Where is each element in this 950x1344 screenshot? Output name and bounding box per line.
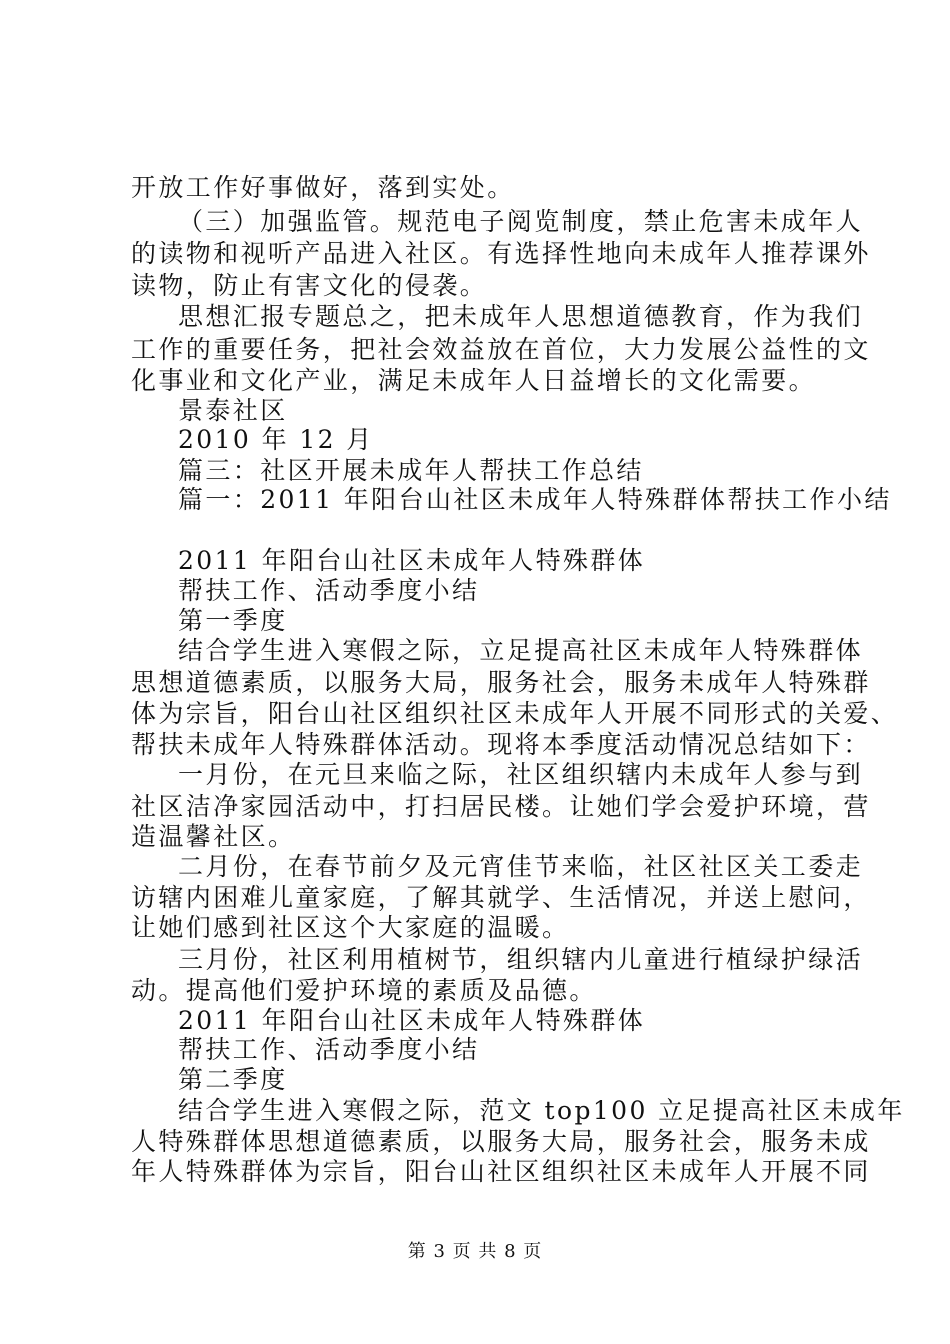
section-heading: 篇一：2011 年阳台山社区未成年人特殊群体帮扶工作小结 (178, 485, 892, 514)
text-line: 化事业和文化产业，满足未成年人日益增长的文化需要。 (131, 366, 817, 395)
text-line: 一月份，在元旦来临之际，社区组织辖内未成年人参与到 (178, 760, 864, 789)
text-line: 结合学生进入寒假之际，立足提高社区未成年人特殊群体 (178, 636, 864, 665)
text-line: 读物，防止有害文化的侵袭。 (131, 271, 488, 300)
text-line: 帮扶未成年人特殊群体活动。现将本季度活动情况总结如下： (131, 730, 871, 759)
quarter-heading: 第一季度 (178, 606, 288, 635)
text-line: 年人特殊群体为宗旨，阳台山社区组织社区未成年人开展不同 (131, 1157, 871, 1186)
page-number-footer: 第 3 页 共 8 页 (407, 1241, 543, 1262)
quarter-heading: 第二季度 (178, 1065, 288, 1094)
text-line: 开放工作好事做好，落到实处。 (131, 173, 515, 202)
text-line: 思想道德素质，以服务大局，服务社会，服务未成年人特殊群 (131, 668, 871, 697)
signature-date: 2010 年 12 月 (178, 425, 374, 454)
text-line: 人特殊群体思想道德素质，以服务大局，服务社会，服务未成 (131, 1127, 871, 1156)
report-subtitle: 帮扶工作、活动季度小结 (178, 1035, 480, 1064)
text-line: 工作的重要任务，把社会效益放在首位，大力发展公益性的文 (131, 335, 871, 364)
report-title: 2011 年阳台山社区未成年人特殊群体 (178, 1006, 646, 1035)
text-line: 二月份，在春节前夕及元宵佳节来临，社区社区关工委走 (178, 852, 864, 881)
report-title: 2011 年阳台山社区未成年人特殊群体 (178, 546, 646, 575)
text-line: 体为宗旨，阳台山社区组织社区未成年人开展不同形式的关爱、 (131, 699, 899, 728)
text-line: 结合学生进入寒假之际，范文 top100 立足提高社区未成年 (178, 1096, 905, 1125)
text-line: 访辖内困难儿童家庭，了解其就学、生活情况，并送上慰问， (131, 883, 871, 912)
text-line: （三）加强监管。规范电子阅览制度，禁止危害未成年人 (178, 207, 864, 236)
text-line: 动。提高他们爱护环境的素质及品德。 (131, 976, 597, 1005)
text-line: 让她们感到社区这个大家庭的温暖。 (131, 913, 570, 942)
text-line: 思想汇报专题总之，把未成年人思想道德教育，作为我们 (178, 302, 864, 331)
section-heading: 篇三：社区开展未成年人帮扶工作总结 (178, 456, 644, 485)
text-line: 三月份，社区利用植树节，组织辖内儿童进行植绿护绿活 (178, 945, 864, 974)
report-subtitle: 帮扶工作、活动季度小结 (178, 576, 480, 605)
text-line: 社区洁净家园活动中，打扫居民楼。让她们学会爱护环境，营 (131, 792, 871, 821)
text-line: 的读物和视听产品进入社区。有选择性地向未成年人推荐课外 (131, 239, 871, 268)
signature-organization: 景泰社区 (178, 396, 288, 425)
text-line: 造温馨社区。 (131, 822, 296, 851)
